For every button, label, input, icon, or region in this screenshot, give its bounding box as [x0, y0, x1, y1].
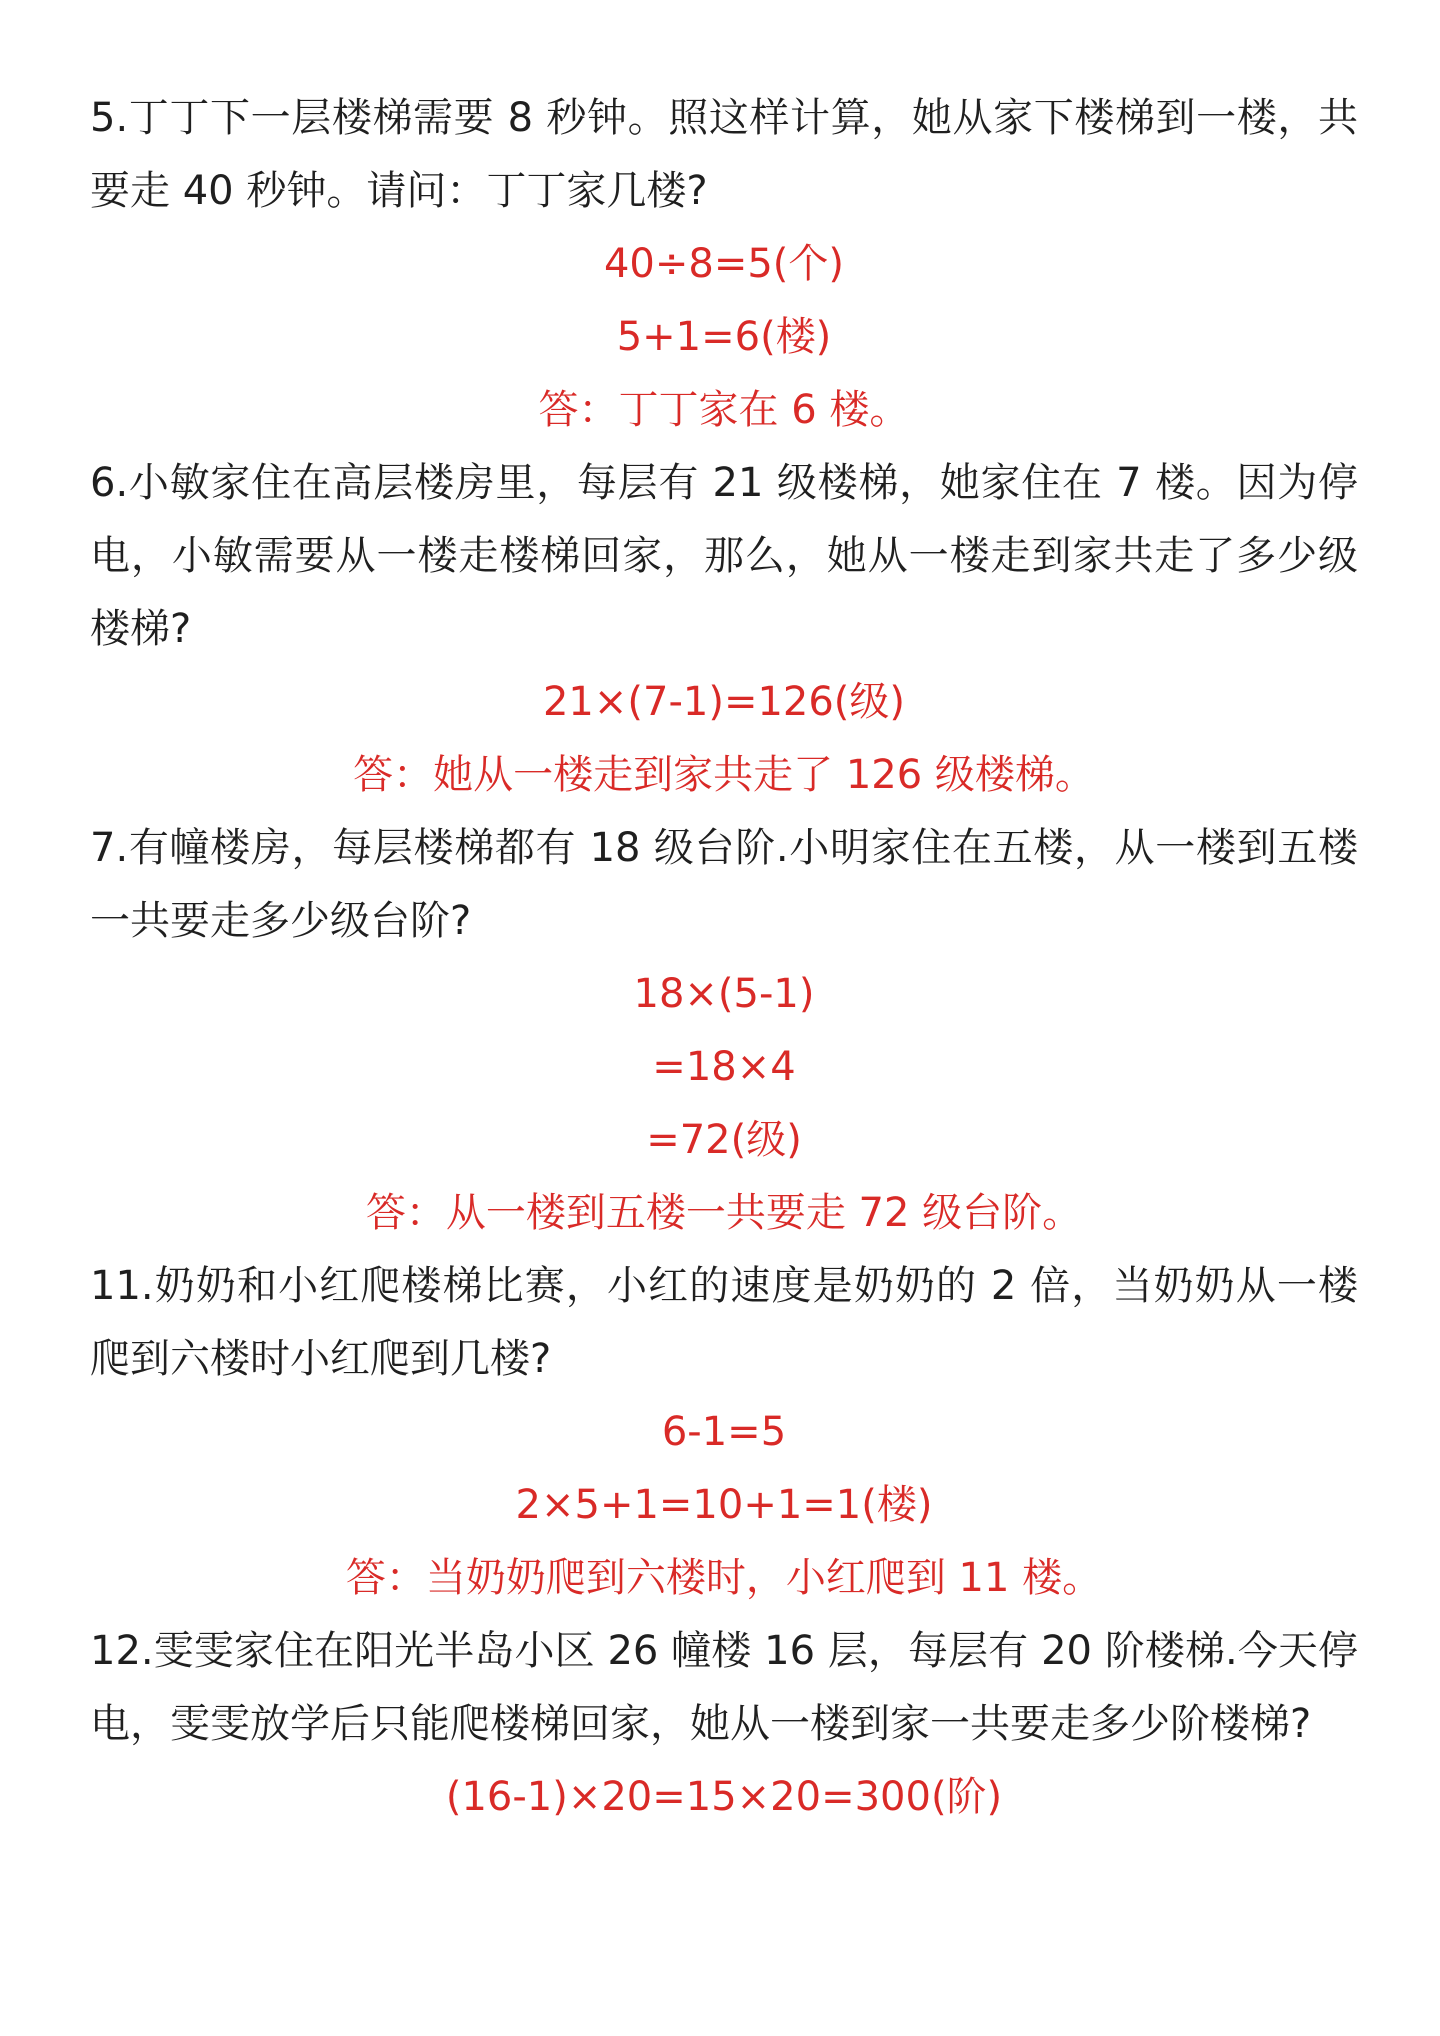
solution-step: 6-1=5 [661, 1409, 787, 1455]
problem-question: 6.小敏家住在高层楼房里，每层有 21 级楼梯，她家住在 7 楼。因为停电，小敏需要从一楼走楼梯回家，那么，她从一楼走到家共走了多少级楼梯? [90, 460, 1358, 652]
problem-7 [90, 812, 1358, 1250]
solution-step: 18×(5-1) [633, 971, 815, 1017]
solution-step: (16-1)×20=15×20=300(阶) [445, 1774, 1003, 1820]
problem-answer: 答：从一楼到五楼一共要走 72 级台阶。 [365, 1190, 1083, 1236]
problem-5 [90, 82, 1358, 447]
solution-step: 21×(7-1)=126(级) [542, 679, 906, 725]
bottom-fade [0, 1928, 1440, 2036]
problem-question: 5.丁丁下一层楼梯需要 8 秒钟。照这样计算，她从家下楼梯到一楼，共要走 40 秒钟。请问：丁丁家几楼? [90, 95, 1358, 214]
problem-6 [90, 447, 1358, 812]
problem-answer: 答：当奶奶爬到六楼时，小红爬到 11 楼。 [345, 1555, 1103, 1601]
problem-question: 11.奶奶和小红爬楼梯比赛，小红的速度是奶奶的 2 倍，当奶奶从一楼爬到六楼时小红爬到几楼? [90, 1263, 1358, 1382]
solution-step: 5+1=6(楼) [616, 314, 832, 360]
problem-answer: 答：她从一楼走到家共走了 126 级楼梯。 [353, 752, 1095, 798]
solution-step: 2×5+1=10+1=1(楼) [515, 1482, 933, 1528]
solution-step: =72(级) [646, 1117, 802, 1163]
problem-12 [90, 1615, 1358, 1834]
problem-11 [90, 1250, 1358, 1615]
problem-question: 12.雯雯家住在阳光半岛小区 26 幢楼 16 层，每层有 20 阶楼梯.今天停电，雯雯放学后只能爬楼梯回家，她从一楼到家一共要走多少阶楼梯? [90, 1628, 1358, 1747]
solution-step: =18×4 [652, 1044, 796, 1090]
problem-question: 7.有幢楼房，每层楼梯都有 18 级台阶.小明家住在五楼，从一楼到五楼一共要走多少级台阶? [90, 825, 1358, 944]
problem-answer: 答：丁丁家在 6 楼。 [538, 387, 910, 433]
solution-step: 40÷8=5(个) [603, 241, 845, 287]
